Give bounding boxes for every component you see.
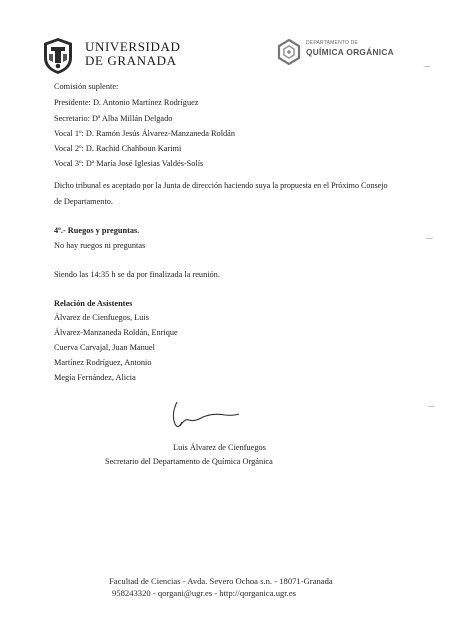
scan-mark: ‿: [428, 398, 435, 407]
department-label-big: QUÍMICA ORGÁNICA: [306, 47, 394, 57]
commission-note-line1: Dicho tribunal es aceptado por la Junta de dirección haciendo suya la propuesta en el Próximo Consejo: [54, 181, 388, 190]
handwritten-signature: [165, 398, 245, 434]
attendee-name: Cuerva Carvajal, Juan Manuel: [54, 343, 155, 352]
department-label-small: DEPARTAMENTO DE: [306, 40, 359, 46]
section-body: No hay ruegos ni preguntas: [54, 241, 146, 250]
scan-mark: ‿: [426, 230, 433, 239]
commission-member: Presidente: D. Antonio Martínez Rodríguez: [54, 98, 199, 107]
footer-contact: 958243320 - qorgani@ugr.es - http://qorganica.ugr.es: [112, 588, 296, 598]
university-name: [85, 40, 180, 68]
scan-mark: ‿: [424, 58, 431, 67]
university-seal-icon: [40, 36, 76, 76]
attendees-title: Relación de Asistentes: [54, 299, 133, 308]
university-logo: [40, 36, 200, 76]
footer-address: Facultad de Ciencias - Avda. Severo Ochoa s.n. - 18071-Granada: [109, 576, 333, 586]
commission-member: Vocal 2º: D. Rachid Chahboun Karimi: [54, 144, 182, 153]
department-logo: [276, 36, 416, 72]
signatory-role: Secretario del Departamento de Química Orgánica: [105, 457, 273, 466]
commission-member: Vocal 1º: D. Ramón Jesús Álvarez-Manzaneda Roldán: [54, 129, 235, 138]
attendee-name: Álvarez-Manzaneda Roldán, Enrique: [54, 328, 178, 337]
university-name-line1: UNIVERSIDAD: [85, 39, 181, 54]
attendee-name: Megía Fernández, Alicia: [54, 373, 136, 382]
signatory-name: Luis Álvarez de Cienfuegos: [173, 443, 266, 452]
commission-note-line2: de Departamento.: [54, 197, 113, 206]
attendee-name: Martínez Rodríguez, Antonio: [54, 358, 152, 367]
attendee-name: Álvarez de Cienfuegos, Luis: [54, 313, 149, 322]
commission-member: Secretario: Dª Alba Millán Delgado: [54, 114, 173, 123]
university-name-line2: DE GRANADA: [85, 53, 177, 68]
hexagon-logo-icon: [276, 38, 302, 68]
commission-member: Vocal 3º: Dª María José Iglesias Valdés-Solís: [54, 159, 204, 168]
section-title: 4º.- Ruegos y preguntas.: [54, 226, 140, 235]
closing-statement: Siendo las 14:35 h se da por finalizada la reunión.: [54, 270, 220, 279]
commission-heading: Comisión suplente:: [54, 82, 119, 91]
